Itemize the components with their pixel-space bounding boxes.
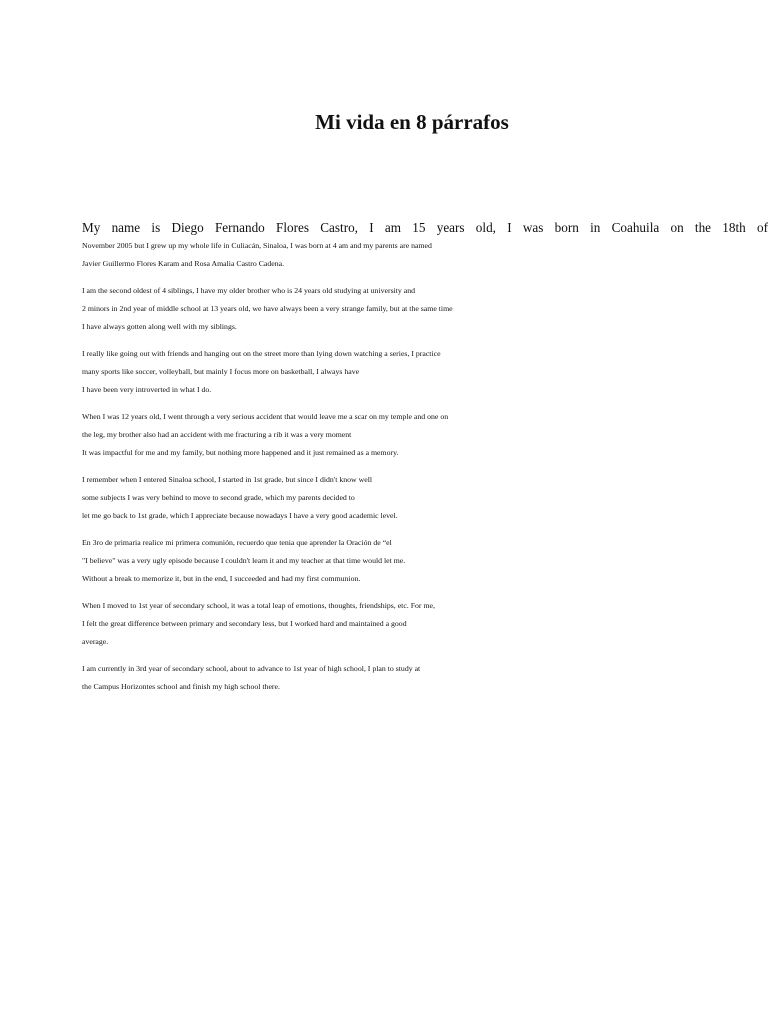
paragraph-1 (82, 219, 768, 273)
text-line: It was impactful for me and my family, but nothing more happened and it just remained as a memory. (82, 448, 399, 457)
text-line: I am the second oldest of 4 siblings, I have my older brother who is 24 years old studying at university and (82, 286, 416, 295)
text-line: I am currently in 3rd year of secondary school, about to advance to 1st year of high school, I plan to study at (82, 664, 421, 673)
text-line: I have been very introverted in what I do. (82, 385, 212, 394)
text-line: the Campus Horizontes school and finish my high school there. (82, 682, 280, 691)
document-title: Mi vida en 8 párrafos (315, 110, 509, 134)
document-body (82, 219, 768, 705)
text-line: "I believe" was a very ugly episode because I couldn't learn it and my teacher at that time would let me. (82, 556, 406, 565)
text-line: When I moved to 1st year of secondary school, it was a total leap of emotions, thoughts, friendships, etc. For me, (82, 601, 435, 610)
text-line: the leg, my brother also had an accident with me fracturing a rib it was a very moment (82, 430, 352, 439)
text-line: November 2005 but I grew up my whole life in Culiacán, Sinaloa, I was born at 4 am and my parents are named (82, 241, 432, 250)
paragraph-6 (82, 534, 768, 588)
paragraph-5 (82, 471, 768, 525)
text-line: 2 minors in 2nd year of middle school at 13 years old, we have always been a very strange family, but at the same time (82, 304, 453, 313)
paragraph-7 (82, 597, 768, 651)
text-line: En 3ro de primaria realice mi primera comunión, recuerdo que tenia que aprender la Oración de “el (82, 538, 392, 547)
text-line: Without a break to memorize it, but in the end, I succeeded and had my first communion. (82, 574, 361, 583)
paragraph-8 (82, 660, 768, 696)
text-line: let me go back to 1st grade, which I appreciate because nowadays I have a very good academic level. (82, 511, 398, 520)
text-line: My name is Diego Fernando Flores Castro, I am 15 years old, I was born in Coahuila on the 18th of (82, 220, 768, 235)
text-line: I remember when I entered Sinaloa school, I started in 1st grade, but since I didn't know well (82, 475, 373, 484)
text-line: I have always gotten along well with my siblings. (82, 322, 237, 331)
text-line: some subjects I was very behind to move to second grade, which my parents decided to (82, 493, 355, 502)
text-line: many sports like soccer, volleyball, but mainly I focus more on basketball, I always have (82, 367, 360, 376)
text-line: I felt the great difference between primary and secondary less, but I worked hard and maintained a good (82, 619, 407, 628)
text-line: Javier Guillermo Flores Karam and Rosa Amalia Castro Cadena. (82, 259, 285, 268)
paragraph-4 (82, 408, 768, 462)
paragraph-3 (82, 345, 768, 399)
paragraph-2 (82, 282, 768, 336)
text-line: I really like going out with friends and hanging out on the street more than lying down watching a series, I practice (82, 349, 441, 358)
text-line: average. (82, 637, 109, 646)
text-line: When I was 12 years old, I went through a very serious accident that would leave me a scar on my temple and one on (82, 412, 449, 421)
